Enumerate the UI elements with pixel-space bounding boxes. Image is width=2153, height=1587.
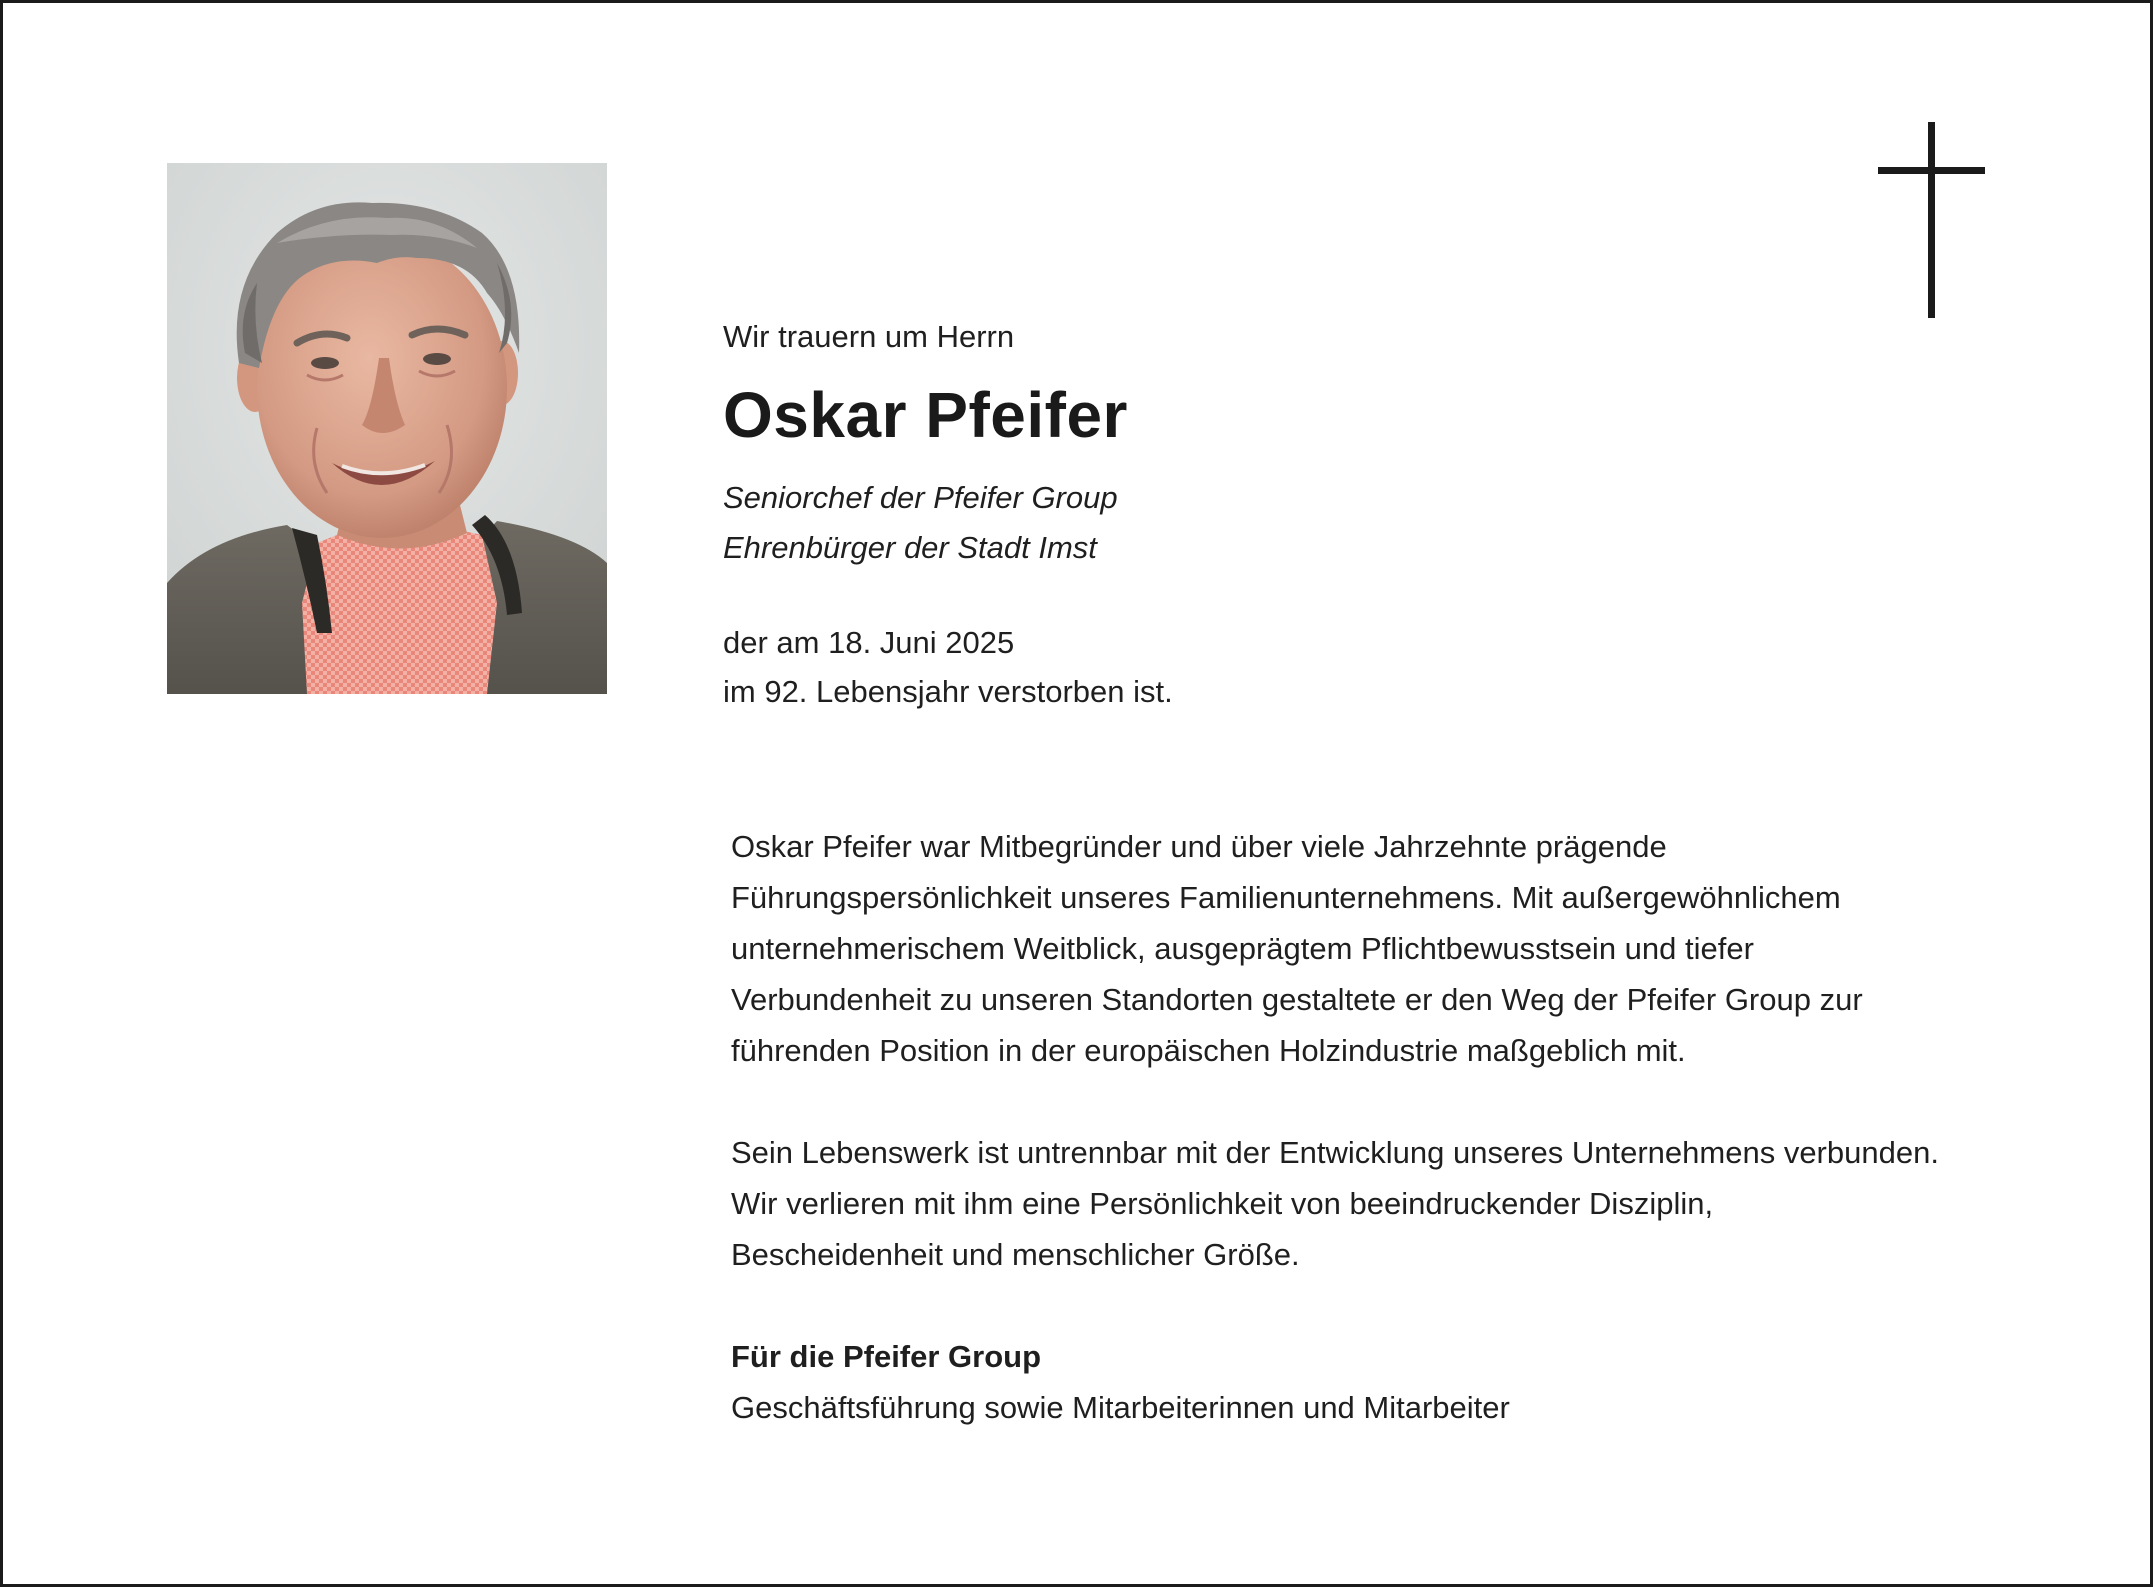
deceased-name: Oskar Pfeifer	[723, 379, 1128, 451]
paragraph-line: Oskar Pfeifer war Mitbegründer und über viele Jahrzehnte prägende	[731, 829, 1667, 864]
paragraph-line: führenden Position in der europäischen Holzindustrie maßgeblich mit.	[731, 1033, 1686, 1068]
signature-subtitle: Geschäftsführung sowie Mitarbeiterinnen und Mitarbeiter	[731, 1390, 1510, 1425]
paragraph-line: Wir verlieren mit ihm eine Persönlichkeit von beeindruckender Disziplin,	[731, 1186, 1714, 1221]
paragraph-line: Führungspersönlichkeit unseres Familienunternehmens. Mit außergewöhnlichem	[731, 880, 1841, 915]
roles	[723, 473, 1923, 573]
paragraph-line: Bescheidenheit und menschlicher Größe.	[731, 1237, 1300, 1272]
paragraph-tribute	[731, 821, 2011, 1076]
paragraph-legacy	[731, 1127, 2011, 1280]
portrait-photo	[167, 163, 607, 694]
cross-vertical-bar	[1928, 122, 1935, 318]
body-block	[731, 821, 2011, 1433]
portrait-illustration	[167, 163, 607, 694]
signature-block	[731, 1331, 2011, 1433]
role-line: Seniorchef der Pfeifer Group	[723, 480, 1118, 515]
paragraph-line: Sein Lebenswerk ist untrennbar mit der Entwicklung unseres Unternehmens verbunden.	[731, 1135, 1939, 1170]
death-info	[723, 618, 1923, 716]
paragraph-line: unternehmerischem Weitblick, ausgeprägtem Pflichtbewusstsein und tiefer	[731, 931, 1754, 966]
role-line: Ehrenbürger der Stadt Imst	[723, 530, 1097, 565]
intro-text: Wir trauern um Herrn	[723, 319, 1015, 354]
cross-icon	[1878, 122, 1985, 318]
age-line: im 92. Lebensjahr verstorben ist.	[723, 674, 1173, 709]
death-date-line: der am 18. Juni 2025	[723, 625, 1015, 660]
header-block	[723, 315, 1923, 716]
signature-title: Für die Pfeifer Group	[731, 1339, 1042, 1374]
cross-horizontal-bar	[1878, 167, 1985, 174]
paragraph-line: Verbundenheit zu unseren Standorten gestaltete er den Weg der Pfeifer Group zur	[731, 982, 1863, 1017]
